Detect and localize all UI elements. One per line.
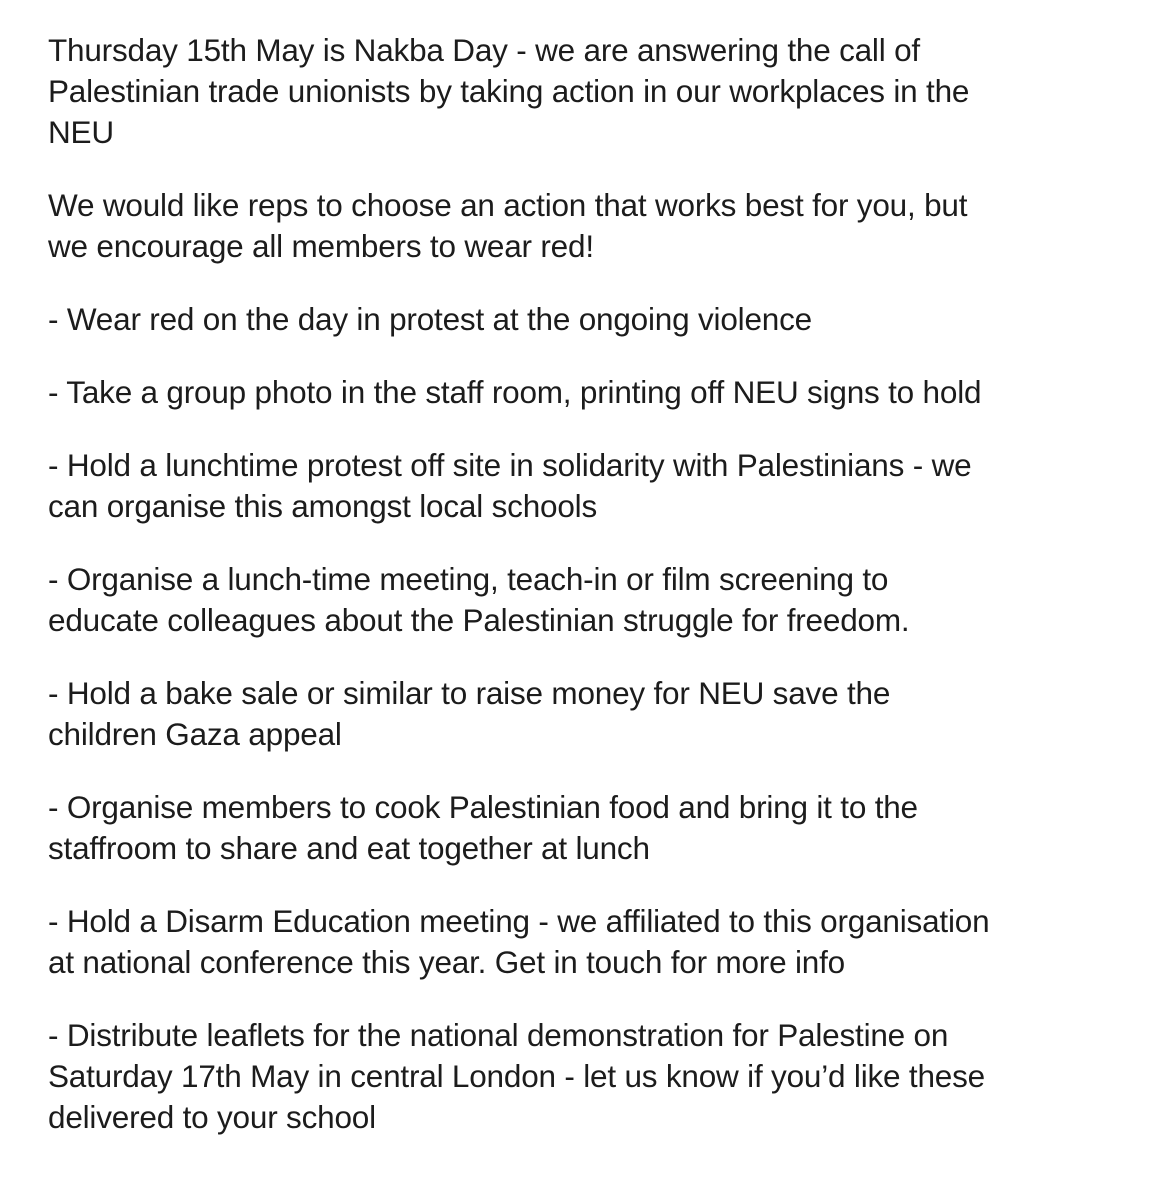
post-body [48,30,1138,1138]
intro-paragraph: Thursday 15th May is Nakba Day - we are answering the call of Palestinian trade unionists by taking action in our workplaces in the NEU [48,32,970,150]
action-item-lunchtime-protest: - Hold a lunchtime protest off site in solidarity with Palestinians - we can organise this amongst local schools [48,447,972,524]
action-item-meeting: - Organise a lunch-time meeting, teach-in or film screening to educate colleagues about the Palestinian struggle for freedom. [48,561,910,638]
action-item-distribute-leaflets: - Distribute leaflets for the national demonstration for Palestine on Saturday 17th May in central London - let us know if you’d like these delivered to your school [48,1017,985,1135]
action-item-group-photo: - Take a group photo in the staff room, printing off NEU signs to hold [48,374,982,410]
action-item-cook-food: - Organise members to cook Palestinian food and bring it to the staffroom to share and eat together at lunch [48,789,918,866]
request-paragraph: We would like reps to choose an action that works best for you, but we encourage all members to wear red! [48,187,968,264]
action-item-disarm-education: - Hold a Disarm Education meeting - we affiliated to this organisation at national conference this year. Get in touch for more info [48,903,990,980]
action-item-bake-sale: - Hold a bake sale or similar to raise money for NEU save the children Gaza appeal [48,675,891,752]
action-item-wear-red: - Wear red on the day in protest at the ongoing violence [48,301,812,337]
